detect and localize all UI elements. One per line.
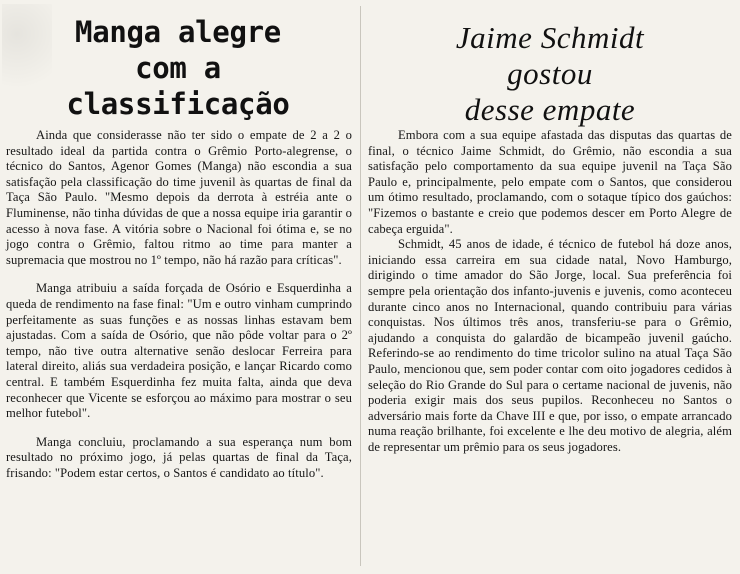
left-headline-line-1: Manga alegre bbox=[75, 15, 281, 49]
print-noise bbox=[2, 4, 52, 104]
left-headline-line-3: classificação bbox=[66, 87, 290, 121]
left-article-body bbox=[6, 128, 352, 481]
right-headline bbox=[400, 20, 700, 128]
right-paragraph-1: Embora com a sua equipe afastada das disputas das quartas de final, o técnico Jaime Schmidt, do Grêmio, não escondia a sua satisfação pelo comportamento da sua equipe juvenil na Taça São Paulo e, principalmente, pelo empate com o Santos, que considerou um ótimo resultado, proclamando, com o sotaque típico dos gaúchos: "Fizemos o bastante e creio que podemos descer em Porto Alegre de cabeça erguida". bbox=[368, 128, 732, 236]
right-paragraph-2: Schmidt, 45 anos de idade, é técnico de futebol há doze anos, iniciando essa carreira em sua cidade natal, Novo Hamburgo, dirigindo o time amador do São Jorge, local. Sua preferência foi sempre pela orientação dos infanto-juvenis e juvenis, como aconteceu durante cinco anos no Internacional, quando contribuiu para várias conquistas. Nos últimos três anos, transferiu-se para o Grêmio, ajudando a conquista do galardão de bicampeão juvenil gaúcho. Referindo-se ao rendimento do time tricolor sulino na atual Taça São Paulo, mencionou que, sem poder contar com oito jogadores cedidos à seleção do Rio Grande do Sul para o certame nacional de juvenis, não poderia exigir mais dos seus pupilos. Reconheceu no Santos o adversário mais forte da Chave III e que, por isso, o empate arrancado numa reação brilhante, foi excelente e lhe deu motivo de alegria, além de representar um prêmio para os seus jogadores. bbox=[368, 237, 732, 454]
right-headline-line-1: Jaime Schmidt bbox=[455, 20, 645, 55]
right-article-body bbox=[368, 128, 732, 455]
column-divider bbox=[360, 6, 361, 566]
left-headline bbox=[48, 14, 308, 122]
left-paragraph-2: Manga atribuiu a saída forçada de Osório e Esquerdinha a queda de rendimento na fase final: "Um e outro vinham cumprindo perfeitamente as suas funções e as nossas linhas estavam bem ajustadas. Com a saída de Osório, que não pôde voltar para o 2º tempo, não tive outra alternative senão deslocar Ferreira para lateral direito, aliás sua verdadeira posição, e lançar Ricardo como central. E também Esquerdinha fez muita falta, ainda que deva reconhecer que Vicente se esforçou ao máximo para mostrar o seu melhor futebol". bbox=[6, 281, 352, 421]
left-paragraph-1: Ainda que considerasse não ter sido o empate de 2 a 2 o resultado ideal da partida contra o Grêmio Porto-alegrense, o técnico do Santos, Agenor Gomes (Manga) não escondia a sua satisfação pela classificação do time juvenil às quartas de final da Taça São Paulo. "Mesmo depois da derrota à estréia ante o Fluminense, não tinha dúvidas de que a nossa equipe iria garantir o acesso à nova fase. A vitória sobre o Nacional foi ótima e, se no jogo contra o Grêmio, faltou ritmo ao time para manter a supremacia que mostrou no 1º tempo, não há razão para críticas". bbox=[6, 128, 352, 267]
left-paragraph-3: Manga concluiu, proclamando a sua esperança num bom resultado no próximo jogo, já pelas quartas de final da Taça, frisando: "Podem estar certos, o Santos é candidato ao título". bbox=[6, 434, 352, 480]
right-headline-line-3: desse empate bbox=[464, 92, 636, 127]
right-headline-line-2: gostou bbox=[507, 56, 593, 91]
left-headline-line-2: com a bbox=[135, 51, 221, 85]
